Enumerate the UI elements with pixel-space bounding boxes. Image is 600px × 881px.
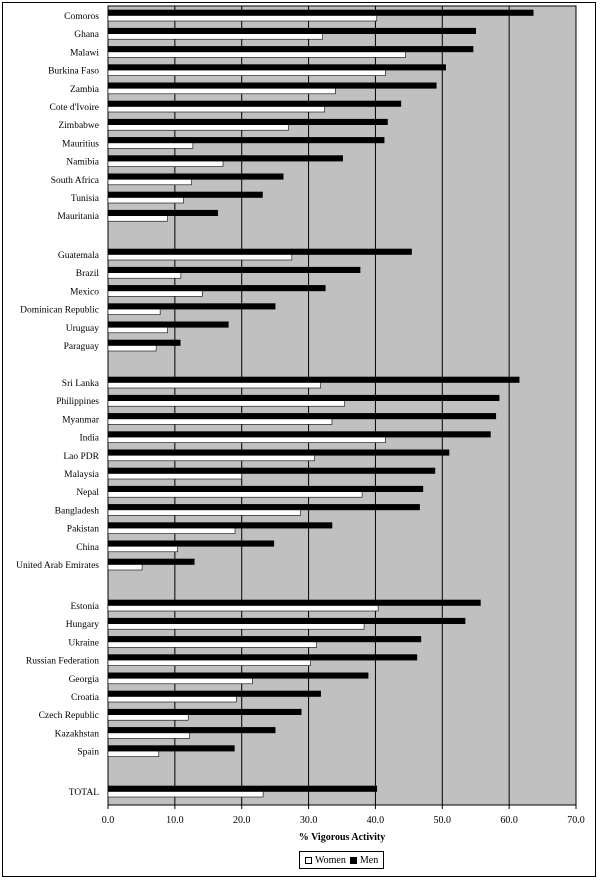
bar-men: [108, 28, 476, 34]
bar-men: [108, 395, 499, 401]
legend-label-women: Women: [315, 854, 346, 866]
legend-swatch-men: [350, 857, 357, 864]
category-label: Georgia: [68, 674, 99, 685]
legend-item-men: [350, 855, 378, 866]
bar-men: [108, 559, 194, 565]
bar-men: [108, 101, 401, 107]
bar-men: [108, 450, 449, 456]
bar-men: [108, 504, 420, 510]
bar-men: [108, 727, 275, 733]
x-tick-label: 10.0: [166, 815, 184, 826]
category-label: Sri Lanka: [61, 379, 99, 389]
bar-women: [108, 16, 377, 22]
category-label: Czech Republic: [38, 711, 99, 722]
bar-women: [108, 455, 315, 461]
category-label: South Africa: [50, 175, 99, 186]
category-label: Cote d'Ivoire: [49, 103, 99, 113]
category-label: Lao PDR: [63, 451, 99, 462]
bar-women: [108, 198, 184, 204]
category-label: China: [76, 542, 99, 553]
category-label: Russian Federation: [25, 656, 99, 667]
category-label: United Arab Emirates: [16, 561, 99, 571]
bar-women: [108, 792, 263, 798]
bar-women: [108, 291, 202, 297]
category-label: Dominican Republic: [20, 305, 99, 316]
bar-men: [108, 523, 332, 529]
category-label: Comoros: [64, 12, 99, 22]
bar-men: [108, 119, 387, 125]
bar-women: [108, 474, 242, 480]
bar-men: [108, 322, 228, 328]
x-tick-label: 70.0: [567, 815, 585, 826]
bar-women: [108, 715, 188, 721]
bar-women: [108, 419, 332, 425]
category-label: India: [79, 433, 99, 444]
category-label: Malaysia: [64, 470, 99, 480]
bar-men: [108, 83, 436, 89]
category-label: Ukraine: [68, 638, 99, 649]
bar-men: [108, 304, 275, 310]
category-label: Brazil: [75, 269, 99, 280]
category-label: Myanmar: [62, 415, 99, 426]
bar-men: [108, 432, 490, 438]
bar-men: [108, 249, 412, 255]
bar-women: [108, 751, 159, 757]
bar-men: [108, 746, 234, 752]
bar-women: [108, 528, 235, 534]
bar-men: [108, 267, 360, 273]
category-label: Kazakhstan: [54, 729, 99, 740]
x-tick-label: 40.0: [366, 815, 385, 826]
bar-men: [108, 10, 533, 16]
category-label: Philippines: [56, 397, 99, 408]
x-tick-label: 50.0: [433, 815, 452, 826]
bar-men: [108, 174, 283, 180]
bar-women: [108, 216, 168, 222]
bar-women: [108, 565, 142, 571]
bar-men: [108, 340, 180, 346]
category-label: Tunisia: [70, 194, 99, 204]
bar-women: [108, 510, 301, 516]
bar-men: [108, 673, 368, 679]
bar-women: [108, 733, 190, 739]
category-label: Namibia: [66, 157, 99, 168]
bar-women: [108, 546, 178, 552]
bar-men: [108, 786, 377, 792]
bar-women: [108, 492, 362, 498]
bar-men: [108, 541, 274, 547]
bar-women: [108, 327, 168, 333]
bar-women: [108, 161, 223, 167]
bar-women: [108, 697, 236, 703]
bar-women: [108, 34, 323, 40]
category-label: Spain: [77, 747, 99, 758]
bar-women: [108, 70, 385, 76]
category-label: Mexico: [69, 287, 99, 298]
x-tick-label: 20.0: [232, 815, 251, 826]
bar-men: [108, 137, 384, 143]
bar-women: [108, 143, 193, 149]
category-label: TOTAL: [68, 788, 99, 798]
bar-women: [108, 401, 345, 407]
bar-women: [108, 642, 317, 648]
category-label: Malawi: [69, 48, 99, 59]
bar-men: [108, 486, 423, 492]
category-labels: [16, 12, 100, 798]
bar-men: [108, 691, 321, 697]
x-tick-label: 60.0: [500, 815, 518, 826]
x-tick-label: 0.0: [101, 815, 115, 826]
bar-women: [108, 606, 378, 612]
bar-women: [108, 255, 292, 261]
bar-women: [108, 309, 160, 315]
legend-item-women: [305, 855, 346, 866]
bar-men: [108, 156, 343, 162]
bar-women: [108, 660, 311, 666]
bar-men: [108, 468, 435, 474]
category-label: Nepal: [76, 488, 99, 499]
category-label: Uruguay: [65, 323, 99, 334]
category-label: Guatemala: [57, 251, 99, 261]
bar-women: [108, 52, 406, 58]
bar-men: [108, 192, 262, 198]
legend: [299, 851, 384, 869]
x-tick-label: 30.0: [299, 815, 318, 826]
bar-men: [108, 655, 417, 661]
bar-women: [108, 273, 181, 279]
bar-men: [108, 413, 496, 419]
bar-women: [108, 179, 192, 185]
category-label: Mauritania: [57, 212, 99, 223]
bar-women: [108, 346, 156, 352]
bar-women: [108, 678, 252, 684]
bar-women: [108, 107, 325, 113]
bar-men: [108, 377, 519, 383]
category-label: Mauritius: [62, 139, 99, 150]
x-tick-labels: [102, 805, 585, 826]
bar-men: [108, 709, 301, 715]
bar-men: [108, 636, 421, 642]
category-label: Estonia: [70, 602, 99, 612]
category-label: Burkina Faso: [48, 66, 99, 77]
category-label: Paraguay: [63, 342, 99, 352]
bar-women: [108, 437, 385, 443]
legend-label-men: Men: [359, 854, 379, 866]
category-label: Zimbabwe: [58, 121, 99, 132]
bar-men: [108, 285, 325, 291]
category-label: Bangladesh: [54, 506, 99, 517]
bar-women: [108, 125, 289, 131]
category-label: Pakistan: [66, 524, 99, 535]
legend-swatch-women: [305, 857, 312, 864]
bar-men: [108, 46, 473, 52]
category-label: Ghana: [74, 30, 99, 41]
bar-women: [108, 624, 364, 630]
bar-men: [108, 618, 465, 624]
x-axis-label: % Vigorous Activity: [298, 832, 386, 843]
bar-women: [108, 88, 335, 94]
category-label: Hungary: [65, 620, 99, 631]
bar-women: [108, 383, 321, 389]
bar-men: [108, 600, 480, 606]
bar-men: [108, 210, 218, 216]
category-label: Zambia: [69, 84, 99, 95]
category-label: Croatia: [71, 693, 99, 703]
bar-men: [108, 65, 446, 71]
